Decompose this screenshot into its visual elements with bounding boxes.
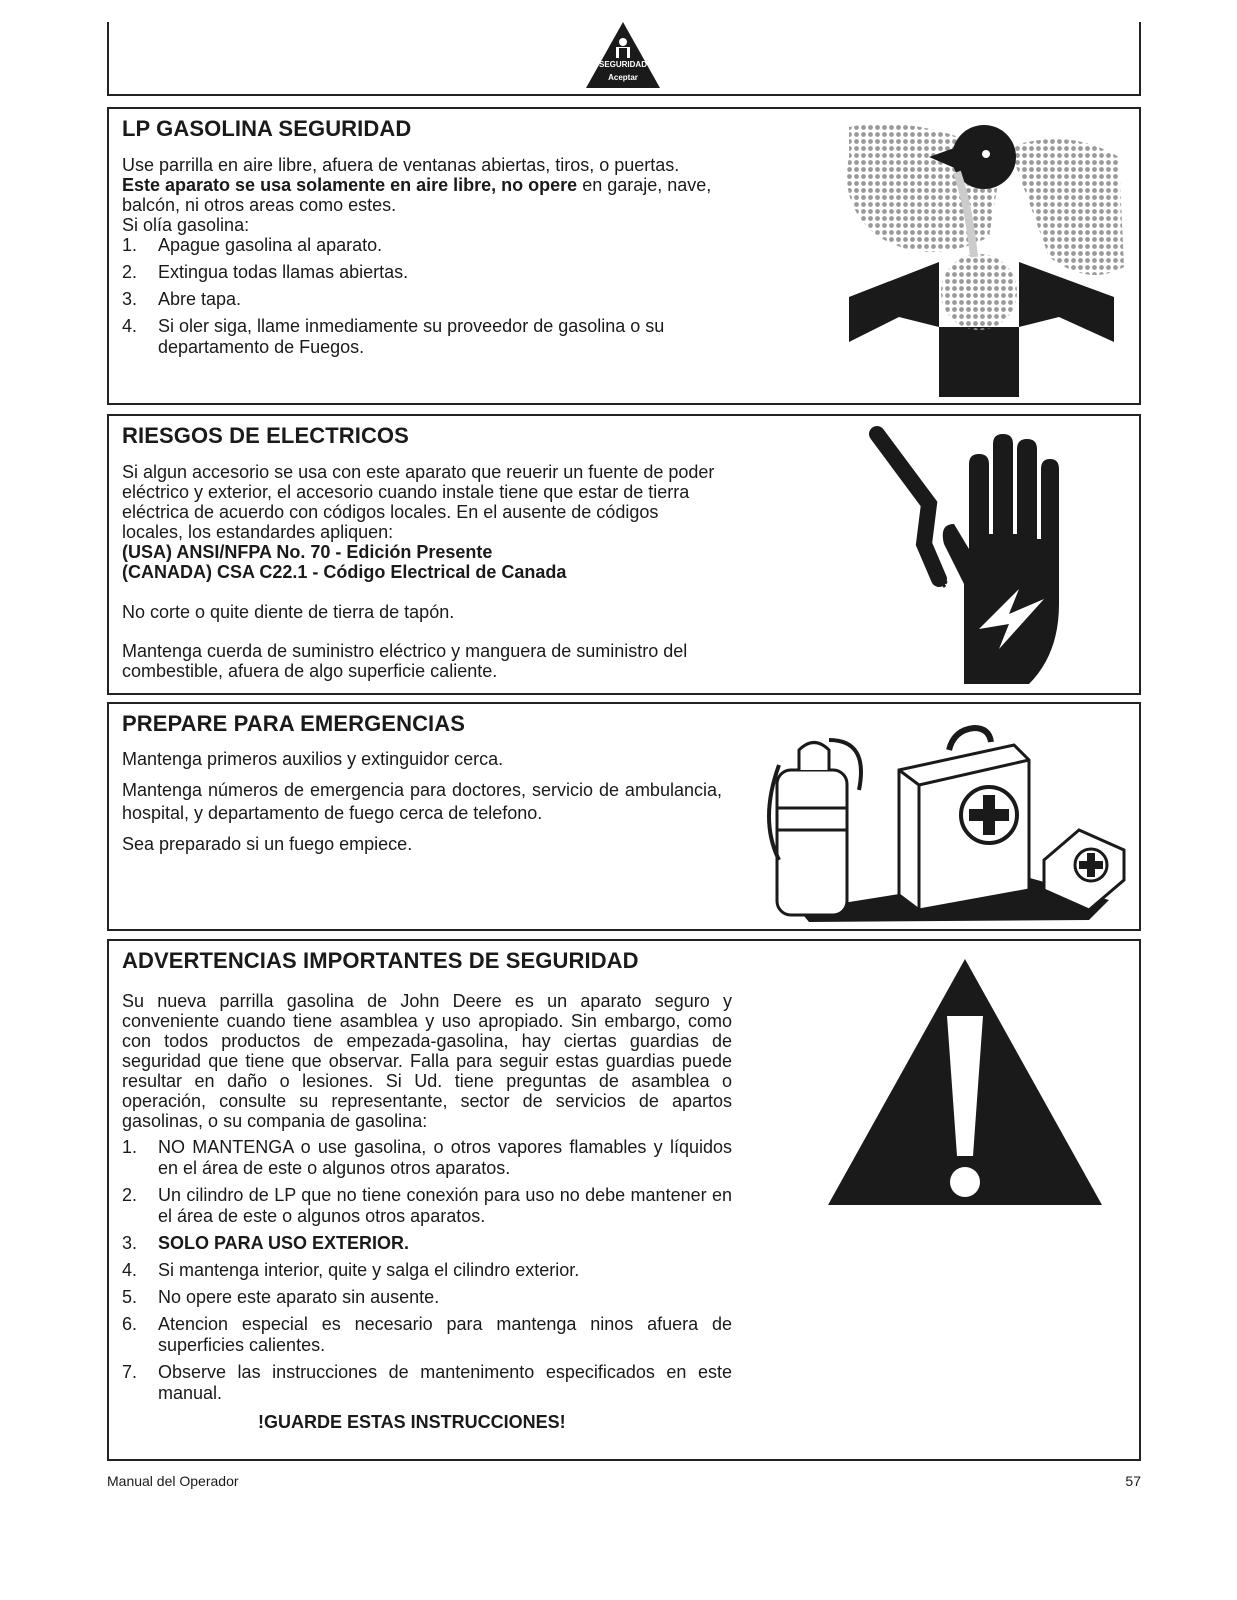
closing-note: !GUARDE ESTAS INSTRUCCIONES! xyxy=(258,1412,566,1432)
list-item: 6. Atencion especial es necesario para mantenga ninos afuera de superficies calientes. xyxy=(122,1314,732,1355)
section-emergencias xyxy=(107,702,1141,931)
section-body xyxy=(122,155,722,358)
list-item: 3. Abre tapa. xyxy=(122,289,242,309)
section-body xyxy=(122,462,722,681)
paragraph: Mantenga primeros auxilios y extinguidor cerca. xyxy=(122,749,504,769)
paragraph: Si algun accesorio se usa con este aparato que reuerir un fuente de poder eléctrico y exterior, el accesorio cuando instale tiene que estar de tierra eléctrica de acuerdo con códigos locales. En el ausente de códigos locales, los estandardes apliquen: xyxy=(122,462,715,542)
list-item: 2. Extingua todas llamas abiertas. xyxy=(122,262,409,282)
paragraph: Mantenga cuerda de suministro eléctrico y manguera de suministro del combestible, afuera de algo superficie caliente. xyxy=(122,641,688,681)
standard-usa: (USA) ANSI/NFPA No. 70 - Edición Presente xyxy=(122,542,493,562)
badge-top-text: SEGURIDAD xyxy=(598,60,647,69)
list-item: 2. Un cilindro de LP que no tiene conexión para uso no debe mantener en el área de este o algunos otros aparatos. xyxy=(122,1185,732,1226)
section-body xyxy=(122,991,732,1432)
section-title: RIESGOS DE ELECTRICOS xyxy=(122,423,409,448)
page-number: 57 xyxy=(1125,1473,1141,1489)
numbered-list xyxy=(122,235,722,358)
inhalation-hazard-icon xyxy=(839,117,1129,402)
list-item: 7. Observe las instrucciones de mantenimento especificados en este manual. xyxy=(122,1362,732,1403)
section-title: ADVERTENCIAS IMPORTANTES DE SEGURIDAD xyxy=(122,948,639,973)
badge-bottom-text: Aceptar xyxy=(608,73,638,82)
section-riesgos-electricos xyxy=(107,414,1141,695)
first-aid-extinguisher-icon xyxy=(759,710,1139,928)
paragraph: No corte o quite diente de tierra de tapón. xyxy=(122,602,455,622)
paragraph: Mantenga números de emergencia para doctores, servicio de ambulancia, hospital, y departamento de fuego cerca de telefono. xyxy=(122,780,722,823)
numbered-list xyxy=(122,1137,732,1404)
warning-triangle-icon xyxy=(825,956,1105,1208)
section-advertencias xyxy=(107,939,1141,1461)
paragraph: Use parrilla en aire libre, afuera de ventanas abiertas, tiros, o puertas. xyxy=(122,155,680,175)
standard-canada: (CANADA) CSA C22.1 - Código Electrical de Canada xyxy=(122,562,567,582)
section-lp-gasolina xyxy=(107,107,1141,405)
list-item: 4. Si oler siga, llame inmediamente su proveedor de gasolina o su departamento de Fuegos. xyxy=(122,316,665,357)
list-item: 1. Apague gasolina al aparato. xyxy=(122,235,383,255)
section-title: LP GASOLINA SEGURIDAD xyxy=(122,116,412,141)
list-item: 5. No opere este aparato sin ausente. xyxy=(122,1287,440,1307)
list-item: 1. NO MANTENGA o use gasolina, o otros vapores flamables y líquidos en el área de este o algunos otros aparatos. xyxy=(122,1137,732,1178)
footer-manual-title: Manual del Operador xyxy=(107,1473,239,1489)
paragraph: Sea preparado si un fuego empiece. xyxy=(122,834,413,854)
list-item: 4. Si mantenga interior, quite y salga el cilindro exterior. xyxy=(122,1260,580,1280)
paragraph: Si olía gasolina: xyxy=(122,215,250,235)
section-title: PREPARE PARA EMERGENCIAS xyxy=(122,711,466,736)
paragraph: Este aparato se usa solamente en aire libre, no opere en garaje, nave, balcón, ni otros areas como estes. xyxy=(122,175,712,215)
paragraph: Su nueva parrilla gasolina de John Deere es un aparato seguro y conveniente cuando tiene asamblea y uso apropiado. Sin embargo, como con todos productos de empezada-gasolina, hay ciertas guardias de seguridad que tiene que observar. Falla para seguir estas guardias puede resultar en daño o lesiones. Si Ud. tiene preguntas de asamblea o operación, consulte su representante, sector de servicios de apartos gasolinas, o su compania de gasolina: xyxy=(122,991,732,1131)
electric-shock-hand-icon xyxy=(869,424,1069,689)
section-body xyxy=(122,748,722,856)
list-item: 3. SOLO PARA USO EXTERIOR. xyxy=(122,1233,410,1253)
